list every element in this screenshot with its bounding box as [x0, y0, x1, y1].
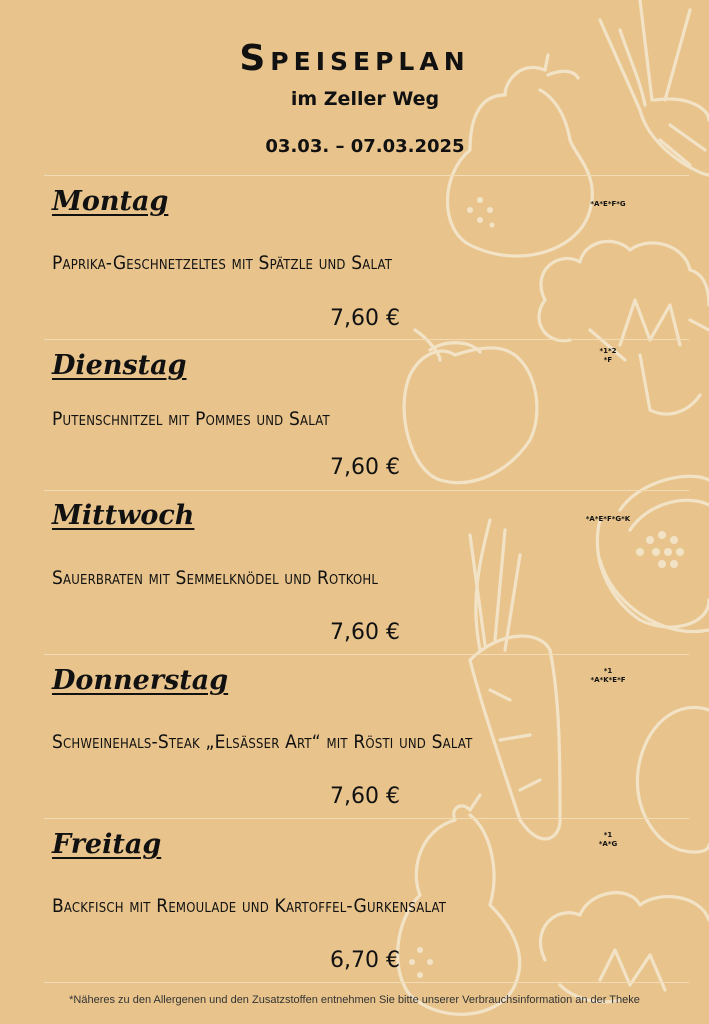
allergen-note: *A*E*F*G*K	[585, 515, 631, 523]
date-range: 03.03. – 07.03.2025	[265, 136, 465, 157]
dish-thursday: Schweinehals-Steak „Elsässer Art“ mit Rösti und Salat	[52, 731, 473, 753]
allergen-line: *1*2	[599, 347, 617, 355]
divider	[44, 818, 689, 819]
allergen-note	[588, 831, 628, 849]
allergen-line: *1	[603, 831, 613, 839]
allergen-line: *A*G	[598, 840, 618, 848]
day-heading-friday: Freitag	[52, 829, 162, 860]
divider	[44, 654, 689, 655]
dish-friday: Backfisch mit Remoulade und Kartoffel-Gurkensalat	[52, 895, 447, 917]
page-title: Speiseplan	[239, 38, 470, 79]
day-heading-monday: Montag	[52, 186, 169, 217]
divider	[44, 982, 689, 983]
dish-tuesday: Putenschnitzel mit Pommes und Salat	[52, 408, 330, 430]
papaya-icon	[597, 476, 709, 631]
location-subtitle: im Zeller Weg	[290, 88, 440, 110]
day-heading-wednesday: Mittwoch	[52, 500, 195, 531]
allergen-note: *A*E*F*G	[590, 200, 626, 208]
dish-monday: Paprika-Geschnetzeltes mit Spätzle und Salat	[52, 252, 393, 274]
price-friday: 6,70 €	[330, 948, 400, 973]
day-heading-thursday: Donnerstag	[52, 665, 229, 696]
day-heading-tuesday: Dienstag	[52, 350, 187, 381]
allergen-note	[583, 667, 633, 685]
divider	[44, 339, 689, 340]
radish-icon	[637, 707, 709, 852]
price-wednesday: 7,60 €	[330, 620, 400, 645]
price-thursday: 7,60 €	[330, 784, 400, 809]
price-monday: 7,60 €	[330, 306, 400, 331]
divider	[44, 175, 689, 176]
allergen-line: *A*K*E*F	[590, 676, 626, 684]
allergen-line: *F	[603, 356, 613, 364]
price-tuesday: 7,60 €	[330, 455, 400, 480]
allergen-note	[588, 347, 628, 365]
allergen-footnote: *Näheres zu den Allergenen und den Zusatzstoffen entnehmen Sie bitte unserer Verbrauchsinformation an der Theke	[69, 994, 640, 1006]
allergen-line: *1	[603, 667, 613, 675]
divider	[44, 490, 689, 491]
dish-wednesday: Sauerbraten mit Semmelknödel und Rotkohl	[52, 567, 379, 589]
